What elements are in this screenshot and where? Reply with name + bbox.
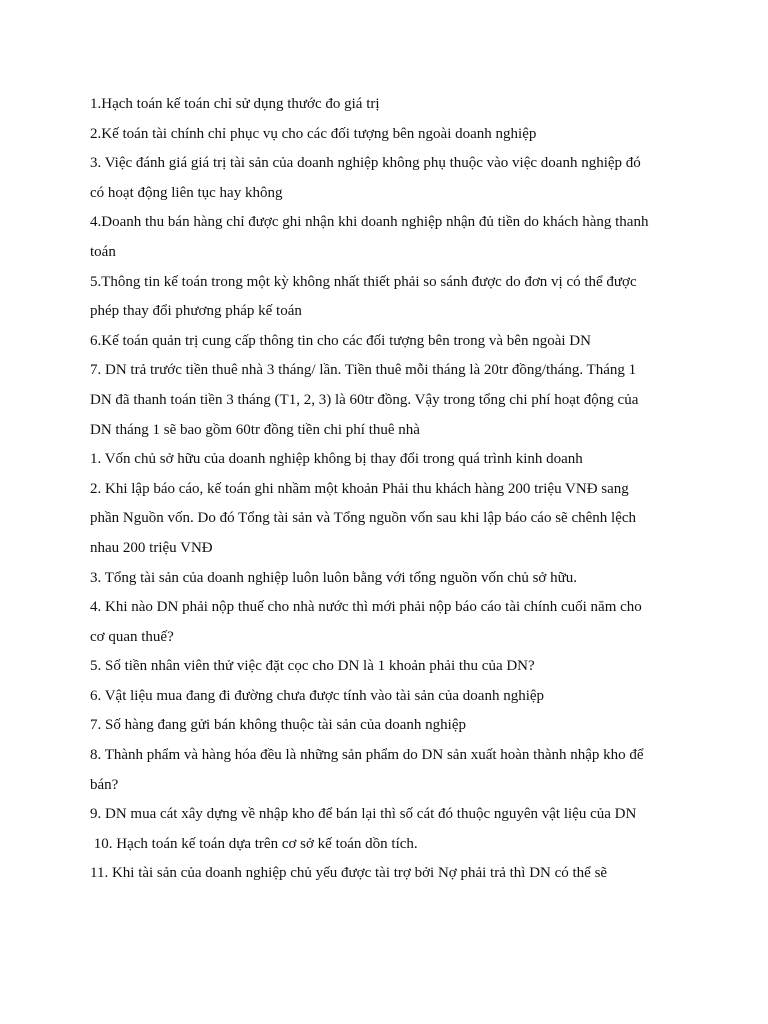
paragraph-4: 4.Doanh thu bán hàng chỉ được ghi nhận khi doanh nghiệp nhận đủ tiền do khách hàng thanh toán [90,214,653,260]
paragraph-3: 3. Việc đánh giá giá trị tài sản của doanh nghiệp không phụ thuộc vào việc doanh nghiệp đó có hoạt động liên tục hay không [90,155,645,201]
paragraph-8: 1. Vốn chủ sở hữu của doanh nghiệp không bị thay đổi trong quá trình kinh doanh [90,451,583,468]
paragraph-12: 5. Số tiền nhân viên thử việc đặt cọc cho DN là 1 khoản phải thu của DN? [90,658,535,675]
paragraph-15: 8. Thành phẩm và hàng hóa đều là những sản phẩm do DN sản xuất hoàn thành nhập kho để bán? [90,747,648,793]
paragraph-14: 7. Số hàng đang gửi bán không thuộc tài sản của doanh nghiệp [90,717,466,734]
paragraph-2: 2.Kế toán tài chính chỉ phục vụ cho các đối tượng bên ngoài doanh nghiệp [90,125,537,142]
paragraph-17: 10. Hạch toán kế toán dựa trên cơ sở kế toán dồn tích. [90,835,418,852]
paragraph-16: 9. DN mua cát xây dựng về nhập kho để bán lại thì số cát đó thuộc nguyên vật liệu của DN [90,806,637,823]
paragraph-10: 3. Tổng tài sản của doanh nghiệp luôn luôn bằng với tổng nguồn vốn chủ sở hữu. [90,569,577,586]
paragraph-6: 6.Kế toán quản trị cung cấp thông tin cho các đối tượng bên trong và bên ngoài DN [90,332,591,349]
paragraph-5: 5.Thông tin kế toán trong một kỳ không nhất thiết phải so sánh được do đơn vị có thể được phép thay đổi phương pháp kế toán [90,273,641,320]
paragraph-7: 7. DN trả trước tiền thuê nhà 3 tháng/ lần. Tiền thuê mỗi tháng là 20tr đồng/tháng. Tháng 1 DN đã thanh toán tiền 3 tháng (T1, 2, 3) là 60tr đồng. Vậy trong tổng chi phí hoạt động của DN tháng 1 sẽ bao gồm 60tr đồng tiền chi phí thuê nhà [90,362,643,438]
paragraph-13: 6. Vật liệu mua đang đi đường chưa được tính vào tài sản của doanh nghiệp [90,687,545,704]
paragraph-18: 11. Khi tài sản của doanh nghiệp chủ yếu được tài trợ bởi Nợ phải trả thì DN có thể sẽ [90,865,608,882]
paragraph-1: 1.Hạch toán kế toán chỉ sử dụng thước đo giá trị [90,96,380,112]
paragraph-9: 2. Khi lập báo cáo, kế toán ghi nhầm một khoản Phải thu khách hàng 200 triệu VNĐ sang phần Nguồn vốn. Do đó Tổng tài sản và Tổng nguồn vốn sau khi lập báo cáo sẽ chênh lệch nhau 200 triệu VNĐ [90,480,640,556]
paragraph-11: 4. Khi nào DN phải nộp thuế cho nhà nước thì mới phải nộp báo cáo tài chính cuối năm cho cơ quan thuế? [90,599,646,645]
